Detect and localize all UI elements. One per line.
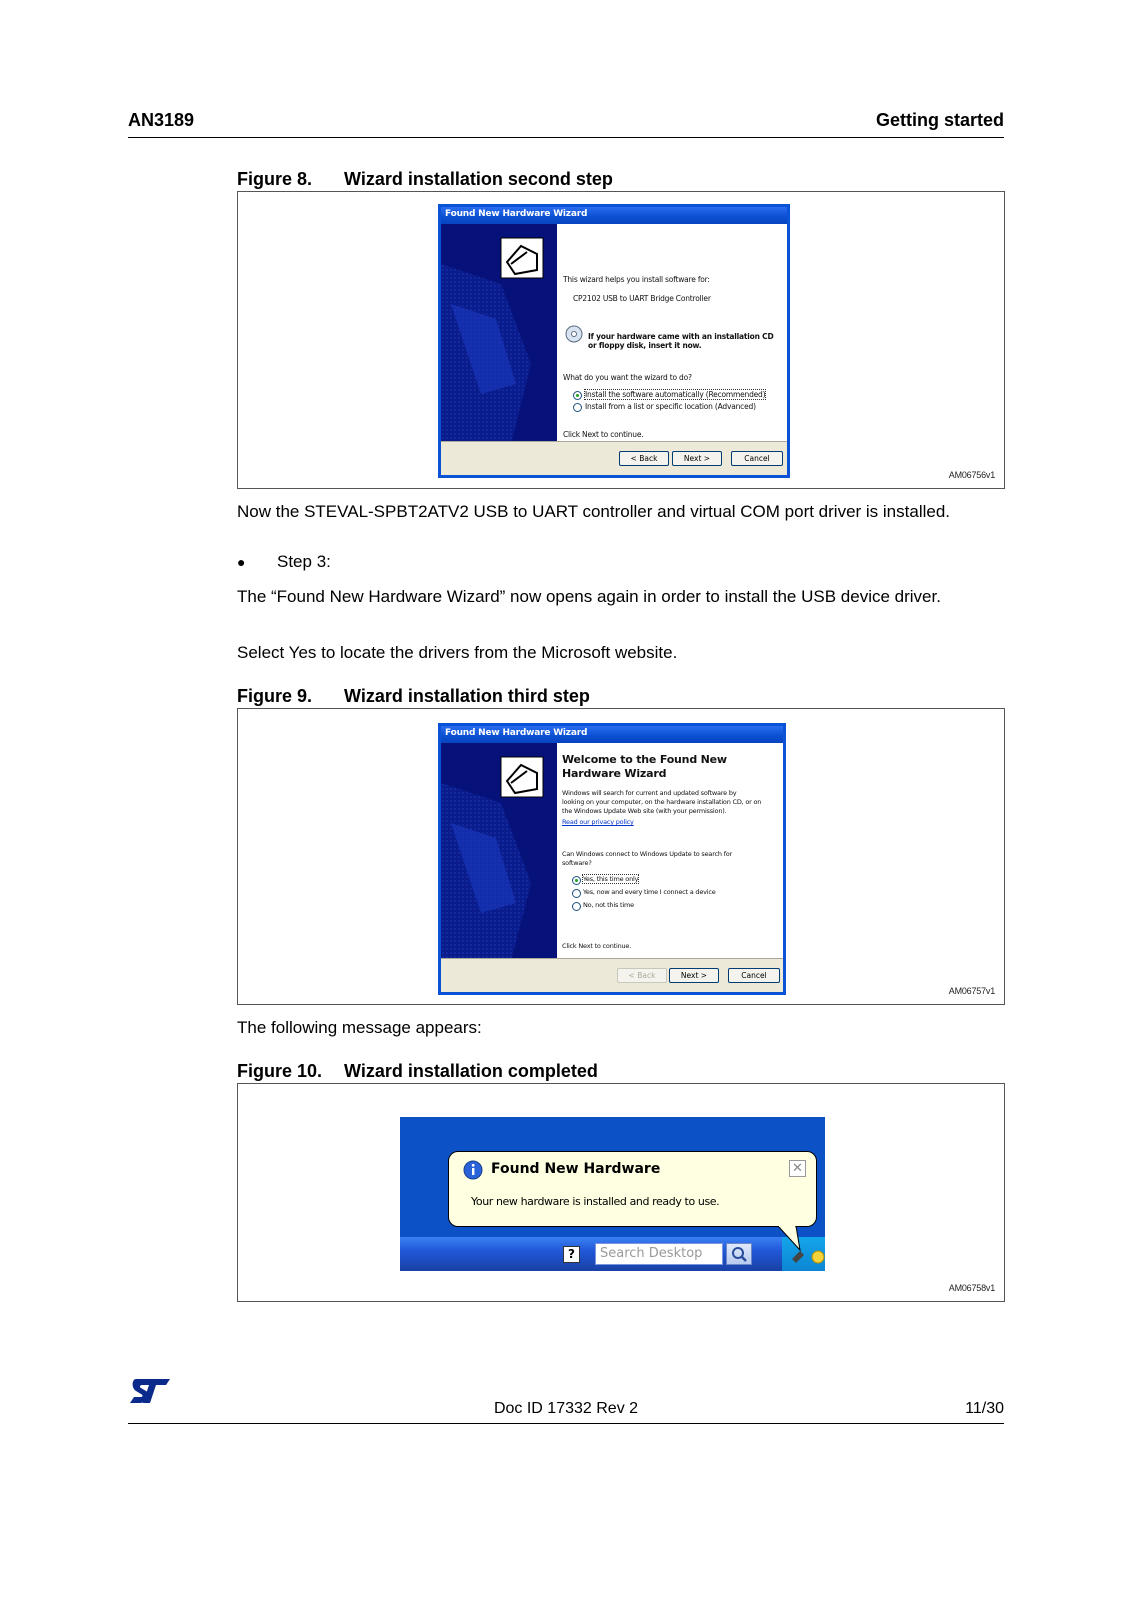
cancel-button[interactable]: Cancel — [728, 968, 780, 983]
desktop-area — [400, 1117, 825, 1271]
wizard-device-name: CP2102 USB to UART Bridge Controller — [573, 294, 711, 303]
bullet-step3 — [237, 552, 331, 572]
figure9-box — [237, 708, 1005, 1005]
wizard-banner-art — [441, 743, 557, 961]
radio-yes-every-time[interactable] — [572, 889, 581, 898]
figure8-caption — [237, 169, 613, 190]
doc-number: AN3189 — [128, 110, 195, 130]
wizard-side-graphic — [441, 743, 557, 961]
next-button[interactable]: Next > — [669, 968, 719, 983]
cancel-button[interactable]: Cancel — [731, 451, 783, 466]
wizard-titlebar: Found New Hardware Wizard — [441, 726, 783, 743]
wizard-button-bar — [441, 441, 787, 475]
figure9-caption — [237, 686, 590, 707]
cd-notice-line1: If your hardware came with an installation CD — [588, 332, 774, 341]
wizard-window-step3 — [438, 723, 786, 995]
wizard-button-bar — [441, 958, 783, 992]
cd-icon — [565, 325, 583, 343]
figure10-title: Wizard installation completed — [344, 1061, 598, 1081]
bullet-dot: ● — [237, 554, 246, 570]
wizard-heading-line2: Hardware Wizard — [562, 767, 667, 780]
balloon-close-button[interactable] — [789, 1160, 806, 1177]
balloon-pointer — [778, 1226, 802, 1252]
wizard-click-next-hint: Click Next to continue. — [563, 430, 644, 439]
next-button[interactable]: Next > — [672, 451, 722, 466]
back-button[interactable]: < Back — [617, 968, 667, 983]
wizard-desc-line2: looking on your computer, on the hardware installation CD, or on — [562, 798, 762, 806]
wizard-heading-line1: Welcome to the Found New — [562, 753, 727, 766]
wizard-window-step2 — [438, 204, 790, 478]
wizard-titlebar: Found New Hardware Wizard — [441, 207, 787, 224]
figure8-box — [237, 191, 1005, 489]
search-icon — [727, 1244, 751, 1264]
back-button[interactable]: < Back — [619, 451, 669, 466]
figure9-title: Wizard installation third step — [344, 686, 590, 706]
figure10-id: AM06758v1 — [948, 1283, 995, 1293]
option-install-automatic-label[interactable]: Install the software automatically (Recommended) — [585, 390, 766, 399]
radio-install-automatic[interactable] — [573, 391, 582, 400]
wizard-click-next-hint: Click Next to continue. — [562, 942, 632, 950]
section-title: Getting started — [875, 110, 1004, 130]
header-rule — [128, 137, 1004, 138]
taskbar — [400, 1237, 825, 1271]
radio-install-from-list[interactable] — [573, 403, 582, 412]
paragraph-following-message: The following message appears: — [237, 1018, 482, 1037]
cd-notice-line2: or floppy disk, insert it now. — [588, 341, 702, 350]
paragraph-select-yes: Select Yes to locate the drivers from the Microsoft website. — [237, 643, 678, 662]
figure10-number: Figure 10. — [237, 1061, 323, 1081]
option-yes-this-time-label[interactable]: Yes, this time only — [583, 875, 639, 883]
figure10-caption — [237, 1061, 598, 1082]
option-install-from-list-label[interactable]: Install from a list or specific location (Advanced) — [585, 402, 756, 411]
figure8-id: AM06756v1 — [948, 470, 995, 480]
balloon-title: Found New Hardware — [491, 1161, 661, 1177]
close-icon: ✕ — [792, 1161, 803, 1176]
wizard-desc-line1: Windows will search for current and updated software by — [562, 789, 737, 797]
notification-balloon[interactable] — [448, 1151, 817, 1227]
figure8-number: Figure 8. — [237, 169, 313, 189]
radio-yes-this-time[interactable] — [572, 876, 581, 885]
figure9-id: AM06757v1 — [948, 986, 995, 996]
search-button[interactable] — [726, 1243, 752, 1265]
help-icon[interactable]: ? — [563, 1246, 580, 1263]
wizard-question: What do you want the wizard to do? — [563, 373, 692, 382]
wizard-desc-line3: the Windows Update Web site (with your permission). — [562, 807, 727, 815]
footer-rule — [128, 1423, 1004, 1424]
figure10-box — [237, 1083, 1005, 1302]
wizard-intro: This wizard helps you install software for: — [563, 275, 710, 284]
wizard-banner-art — [441, 224, 557, 444]
wizard-content — [557, 224, 787, 444]
paragraph-driver-installed: Now the STEVAL-SPBT2ATV2 USB to UART controller and virtual COM port driver is installed. — [237, 502, 951, 521]
wizard-side-graphic — [441, 224, 557, 444]
option-no-not-this-time-label[interactable]: No, not this time — [583, 901, 634, 909]
info-icon — [463, 1160, 483, 1180]
privacy-policy-link[interactable]: Read our privacy policy — [562, 818, 634, 826]
figure9-number: Figure 9. — [237, 686, 313, 706]
wizard-content — [557, 743, 783, 961]
wizard-question-line1: Can Windows connect to Windows Update to search for — [562, 850, 733, 858]
option-yes-every-time-label[interactable]: Yes, now and every time I connect a device — [583, 888, 716, 896]
paragraph-wizard-opens: The “Found New Hardware Wizard” now opens again in order to install the USB device driver. — [237, 587, 941, 606]
wizard-question-line2: software? — [562, 859, 592, 867]
balloon-message: Your new hardware is installed and ready to use. — [471, 1195, 720, 1208]
search-desktop-input[interactable]: Search Desktop — [595, 1243, 723, 1265]
bullet-step3-text: Step 3: — [277, 552, 331, 571]
figure8-title: Wizard installation second step — [344, 169, 613, 189]
footer-doc-id: Doc ID 17332 Rev 2 — [493, 1400, 639, 1417]
footer-page-number: 11/30 — [965, 1400, 1004, 1417]
radio-no-not-this-time[interactable] — [572, 902, 581, 911]
